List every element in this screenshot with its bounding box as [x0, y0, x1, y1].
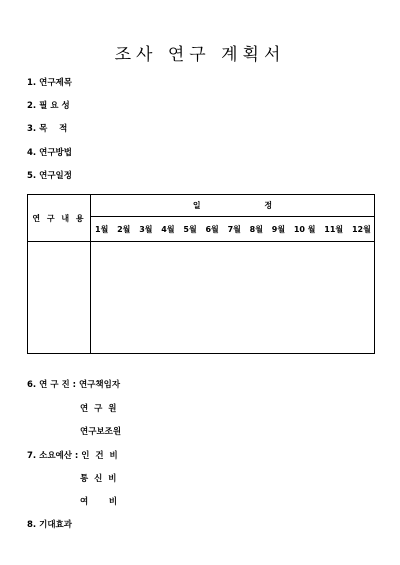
document-title: 조사 연구 계획서 [114, 45, 286, 65]
section-purpose: 3. 목 적 [27, 124, 68, 134]
schedule-header-right: 정 [264, 201, 273, 210]
month-label: 11월 [324, 224, 344, 234]
month-label: 8월 [249, 224, 263, 234]
month-label: 3월 [139, 224, 153, 234]
section-necessity: 2. 필 요 성 [27, 101, 70, 111]
content-header-cell [28, 195, 91, 242]
schedule-body-cell[interactable] [91, 242, 375, 354]
month-label: 10 월 [293, 224, 316, 234]
section-budget: 7. 소요예산 : 인 건 비 [27, 451, 118, 461]
staff-assistant: 연구보조원 [80, 427, 122, 437]
content-body-cell[interactable] [28, 242, 91, 354]
month-label: 12월 [351, 224, 371, 234]
month-label: 7월 [227, 224, 241, 234]
schedule-header-left: 일 [192, 201, 201, 210]
month-label: 6월 [205, 224, 219, 234]
budget-communication: 통 신 비 [80, 474, 117, 484]
section-method: 4. 연구방법 [27, 148, 72, 158]
months-row [91, 224, 374, 235]
month-label: 1월 [95, 224, 109, 234]
budget-travel: 여 비 [80, 497, 118, 507]
section-expected-effect: 8. 기대효과 [27, 520, 72, 530]
month-label: 2월 [117, 224, 131, 234]
section-research-staff: 6. 연 구 진 : 연구책임자 [27, 380, 121, 390]
schedule-header-cell [91, 195, 375, 217]
months-cell [91, 217, 375, 242]
month-label: 9월 [271, 224, 286, 234]
staff-researcher: 연 구 원 [80, 404, 117, 414]
section-schedule: 5. 연구일정 [27, 171, 72, 181]
month-label: 4월 [161, 224, 175, 234]
month-label: 5월 [183, 224, 197, 234]
schedule-table [27, 194, 375, 354]
content-header-label: 연 구 내 용 [32, 213, 86, 223]
section-research-title: 1. 연구제목 [27, 78, 72, 88]
